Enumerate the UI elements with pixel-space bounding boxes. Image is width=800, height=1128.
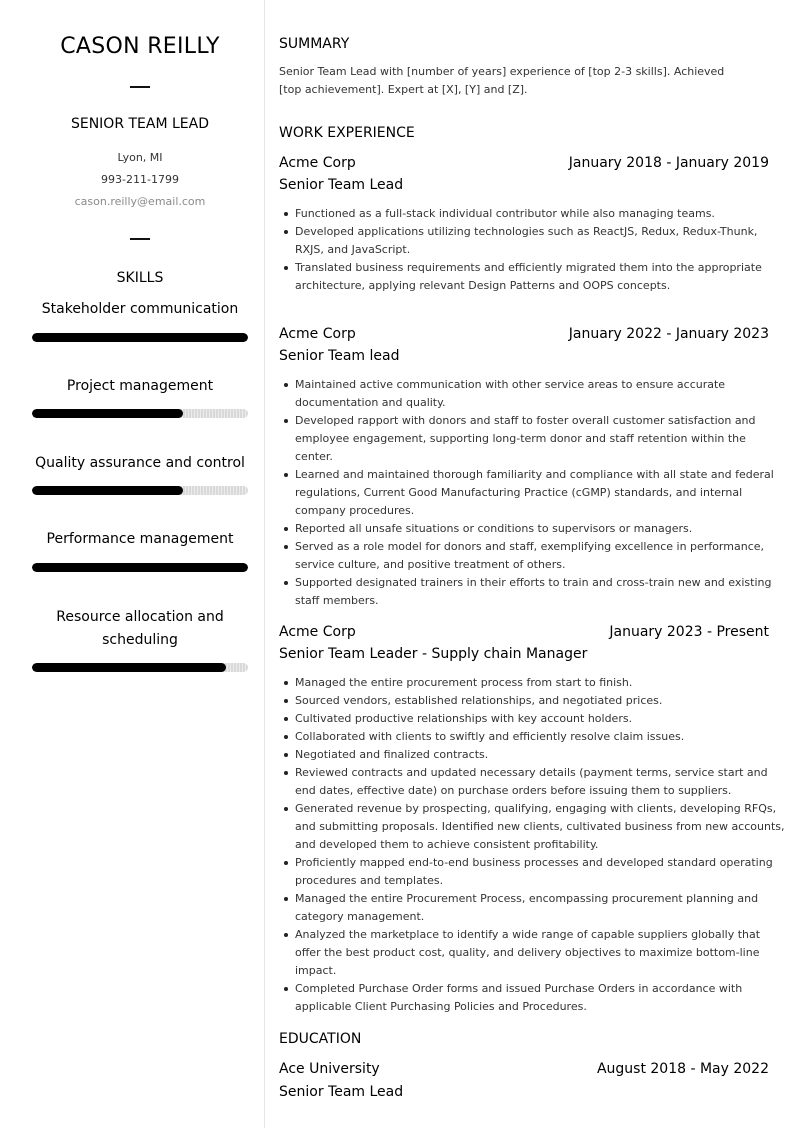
skill-bar [32,333,248,342]
skills-heading: SKILLS [116,270,164,286]
job-bullets [279,376,785,610]
candidate-name: CASON REILLY [60,34,220,59]
degree: Senior Team Lead [279,1084,404,1100]
job-dates: January 2018 - January 2019 [568,155,769,171]
list-item: Developed rapport with donors and staff to foster overall customer satisfaction and employee engagement, supporting long-term donor and staff retention within the center. [295,412,785,466]
list-item: Analyzed the marketplace to identify a wide range of capable suppliers globally that offer the best product cost, quality, and delivery objectives to maximize bottom-line impact. [295,926,785,980]
skill-bar [32,409,248,418]
list-item: Proficiently mapped end-to-end business processes and developed standard operating procedures and templates. [295,854,785,890]
list-item: Functioned as a full-stack individual contributor while also managing teams. [295,205,785,223]
skill-bar-fill [32,563,248,572]
skill-bar [32,663,248,672]
job-dates: January 2023 - Present [609,624,769,640]
divider [130,86,150,88]
list-item: Managed the entire Procurement Process, encompassing procurement planning and category management. [295,890,785,926]
skill-name: Resource allocation and scheduling [56,609,224,648]
list-item: Generated revenue by prospecting, qualifying, engaging with clients, developing RFQs, and submitting proposals. Identified new clients, cultivated business from new accounts, and developed them to achieve consistent profitability. [295,800,785,854]
job-company: Acme Corp [279,624,356,640]
skill-name: Project management [66,378,214,394]
list-item: Learned and maintained thorough familiarity and compliance with all state and federal regulations, Current Good Manufacturing Practice (cGMP) standards, and internal company procedures. [295,466,785,520]
skill-name: Quality assurance and control [35,455,245,471]
divider [130,238,150,240]
job-title: SENIOR TEAM LEAD [70,116,210,132]
skill-bar [32,486,248,495]
job-role: Senior Team lead [279,348,400,364]
skill-name: Stakeholder communication [41,301,239,317]
skill-bar [32,563,248,572]
email-link[interactable]: cason.reilly@email.com [74,195,206,208]
list-item: Collaborated with clients to swiftly and efficiently resolve claim issues. [295,728,785,746]
list-item: Managed the entire procurement process from start to finish. [295,674,785,692]
list-item: Sourced vendors, established relationships, and negotiated prices. [295,692,785,710]
summary-heading: SUMMARY [279,36,350,52]
list-item: Developed applications utilizing technologies such as ReactJS, Redux, Redux-Thunk, RXJS, and JavaScript. [295,223,785,259]
job-role: Senior Team Lead [279,177,404,193]
skill-name: Performance management [46,531,234,547]
summary-text: Senior Team Lead with [number of years] experience of [top 2-3 skills]. Achieved [top achievement]. Expert at [X], [Y] and [Z]. [279,65,725,96]
list-item: Completed Purchase Order forms and issued Purchase Orders in accordance with applicable Client Purchasing Policies and Procedures. [295,980,785,1016]
sidebar [0,0,265,1128]
list-item: Reported all unsafe situations or conditions to supervisors or managers. [295,520,785,538]
list-item: Supported designated trainers in their efforts to train and cross-train new and existing staff members. [295,574,785,610]
list-item: Served as a role model for donors and staff, exemplifying excellence in performance, service culture, and positive treatment of others. [295,538,785,574]
job-company: Acme Corp [279,326,356,342]
location: Lyon, MI [117,151,163,164]
list-item: Translated business requirements and efficiently migrated them into the appropriate architecture, applying relevant Design Patterns and OOPS concepts. [295,259,785,295]
list-item: Maintained active communication with other service areas to ensure accurate documentation and quality. [295,376,785,412]
job-role: Senior Team Leader - Supply chain Manager [279,646,588,662]
job-company: Acme Corp [279,155,356,171]
education-heading: EDUCATION [279,1031,362,1047]
job-bullets [279,674,785,1016]
skill-bar-fill [32,663,226,672]
school-name: Ace University [279,1061,380,1077]
skill-bar-fill [32,486,183,495]
experience-heading: WORK EXPERIENCE [279,125,415,141]
job-dates: January 2022 - January 2023 [568,326,769,342]
job-bullets [279,205,785,295]
skill-bar-fill [32,409,183,418]
list-item: Negotiated and finalized contracts. [295,746,785,764]
phone: 993-211-1799 [101,173,179,186]
education-dates: August 2018 - May 2022 [596,1061,769,1077]
list-item: Cultivated productive relationships with key account holders. [295,710,785,728]
skill-bar-fill [32,333,248,342]
list-item: Reviewed contracts and updated necessary details (payment terms, service start and end dates, effective date) on purchase orders before issuing them to suppliers. [295,764,785,800]
